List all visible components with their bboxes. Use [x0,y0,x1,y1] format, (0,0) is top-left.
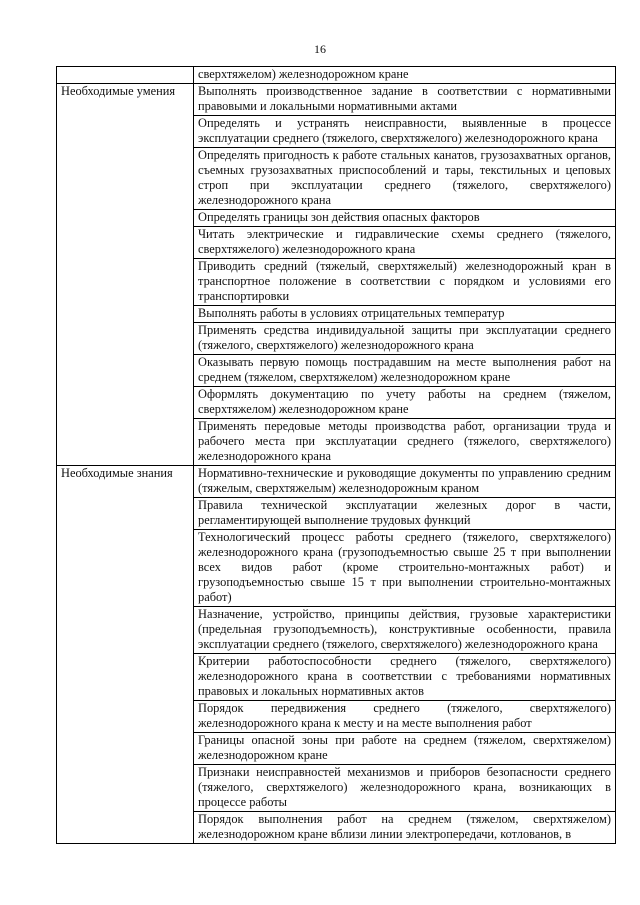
row-text: Порядок выполнения работ на среднем (тяжелом, сверхтяжелом) железнодорожном кране вблизи линии электропередачи, котлованов, в [194,812,616,844]
row-text: Оформлять документацию по учету работы на среднем (тяжелом, сверхтяжелом) железнодорожном кране [194,387,616,419]
row-text: Оказывать первую помощь пострадавшим на месте выполнения работ на среднем (тяжелом, сверхтяжелом) железнодорожном кране [194,355,616,387]
row-text: Признаки неисправностей механизмов и приборов безопасности среднего (тяжелого, сверхтяжелого) железнодорожного крана, возникающих в процессе работы [194,765,616,812]
row-text: Приводить средний (тяжелый, сверхтяжелый) железнодорожный кран в транспортное положение в соответствии с порядком и условиями его транспортировки [194,259,616,306]
row-text: Назначение, устройство, принципы действия, грузовые характеристики (предельная грузоподъемность), конструктивные особенности, правила эксплуатации среднего (тяжелого, сверхтяжелого) железнодорожного крана [194,607,616,654]
row-text: Порядок передвижения среднего (тяжелого, сверхтяжелого) железнодорожного крана к месту и на месте выполнения работ [194,701,616,733]
row-text: Определять границы зон действия опасных факторов [194,210,616,227]
row-text: Определять и устранять неисправности, выявленные в процессе эксплуатации среднего (тяжелого, сверхтяжелого) железнодорожного крана [194,116,616,148]
section-label-skills: Необходимые умения [57,84,194,466]
row-text: Нормативно-технические и руководящие документы по управлению средним (тяжелым, сверхтяжелым) железнодорожным краном [194,466,616,498]
row-text: Применять средства индивидуальной защиты при эксплуатации среднего (тяжелого, сверхтяжелого) железнодорожного крана [194,323,616,355]
row-text: Границы опасной зоны при работе на среднем (тяжелом, сверхтяжелом) железнодорожном кране [194,733,616,765]
row-label [57,67,194,84]
row-text: сверхтяжелом) железнодорожном кране [194,67,616,84]
row-text: Критерии работоспособности среднего (тяжелого, сверхтяжелого) железнодорожного крана в соответствии с требованиями нормативных правовых и локальных нормативных актов [194,654,616,701]
row-text: Выполнять работы в условиях отрицательных температур [194,306,616,323]
row-text: Определять пригодность к работе стальных канатов, грузозахватных органов, съемных грузозахватных приспособлений и тары, текстильных и цеповых строп при эксплуатации среднего (тяжелого, сверхтяжелого) железнодорожного крана [194,148,616,210]
row-text: Выполнять производственное задание в соответствии с нормативными правовыми и локальными нормативными актами [194,84,616,116]
table-row [57,466,616,498]
table-row [57,67,616,84]
row-text: Читать электрические и гидравлические схемы среднего (тяжелого, сверхтяжелого) железнодорожного крана [194,227,616,259]
row-text: Технологический процесс работы среднего (тяжелого, сверхтяжелого) железнодорожного крана (грузоподъемностью свыше 25 т при выполнении всех видов работ (кроме строительно-монтажных работ) и грузоподъемностью свыше 15 т при выполнении строительно-монтажных работ) [194,530,616,607]
section-label-knowledge: Необходимые знания [57,466,194,844]
table-row [57,84,616,116]
page-number: 16 [314,42,326,56]
row-text: Правила технической эксплуатации железных дорог в части, регламентирующей выполнение трудовых функций [194,498,616,530]
requirements-table [56,66,616,844]
row-text: Применять передовые методы производства работ, организации труда и рабочего места при эксплуатации среднего (тяжелого, сверхтяжелого) железнодорожного крана [194,419,616,466]
